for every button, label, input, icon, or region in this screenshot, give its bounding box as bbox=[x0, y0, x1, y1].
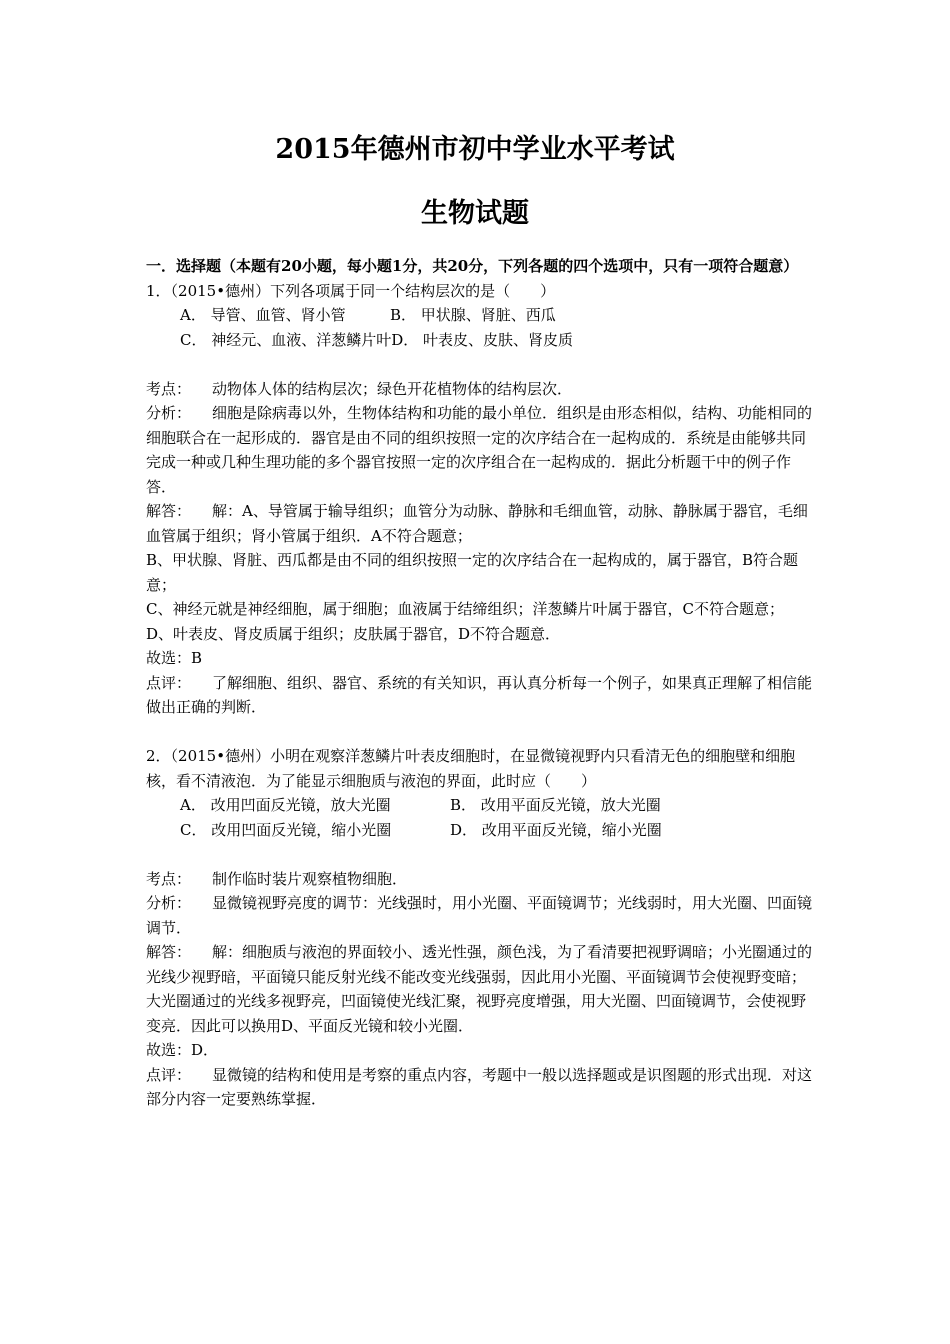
question-2-option-c: C． 改用凹面反光镜，缩小光圈 bbox=[180, 820, 392, 839]
fenxi-label: 分析： bbox=[146, 404, 192, 422]
question-1-dianping bbox=[146, 671, 818, 720]
question-2-fenxi bbox=[146, 891, 818, 940]
question-2-dianping bbox=[146, 1063, 818, 1112]
question-1-jieda-b: B、甲状腺、肾脏、西瓜都是由不同的组织按照一定的次序结合在一起构成的，属于器官，B符合题意； bbox=[146, 551, 799, 594]
question-2-options-cd bbox=[146, 818, 818, 843]
fenxi-text: 细胞是除病毒以外，生物体结构和功能的最小单位．组织是由形态相似，结构、功能相同的细胞联合在一起形成的．器官是由不同的组织按照一定的次序结合在一起构成的．系统是由能够共同完成一种或几种生理功能的多个器官按照一定的次序组合在一起构成的．据此分析题干中的例子作答． bbox=[146, 404, 813, 496]
question-1 bbox=[146, 279, 818, 720]
question-1-answer: 故选：B bbox=[146, 649, 203, 667]
document-body bbox=[146, 254, 818, 1112]
question-1-option-d: D． 叶表皮、皮肤、肾皮质 bbox=[391, 330, 574, 349]
question-2-option-b: B． 改用平面反光镜，放大光圈 bbox=[450, 796, 661, 814]
question-1-option-c: C． 神经元、血液、洋葱鳞片叶 bbox=[180, 330, 392, 349]
fenxi-text: 显微镜视野亮度的调节：光线强时，用小光圈、平面镜调节；光线弱时，用大光圈、凹面镜调节． bbox=[146, 894, 813, 937]
question-1-fenxi bbox=[146, 401, 818, 499]
jieda-text: 解：A、导管属于输导组织；血管分为动脉、静脉和毛细血管，动脉、静脉属于器官，毛细血管属于组织；肾小管属于组织．A不符合题意； bbox=[146, 502, 808, 545]
dianping-label: 点评： bbox=[146, 673, 192, 692]
question-1-jieda-d: D、叶表皮、肾皮质属于组织；皮肤属于器官，D不符合题意． bbox=[146, 624, 561, 643]
kaodian-text: 动物体人体的结构层次；绿色开花植物体的结构层次． bbox=[212, 379, 573, 398]
question-1-option-b: B． 甲状腺、肾脏、西瓜 bbox=[390, 306, 556, 324]
spacer bbox=[146, 720, 818, 745]
fenxi-label: 分析： bbox=[146, 894, 192, 912]
jieda-label: 解答： bbox=[146, 502, 192, 520]
question-1-options-ab bbox=[146, 303, 818, 328]
dianping-label: 点评： bbox=[146, 1065, 192, 1084]
spacer bbox=[146, 842, 818, 867]
question-1-jieda-c: C、神经元就是神经细胞，属于细胞；血液属于结缔组织；洋葱鳞片叶属于器官，C不符合题意； bbox=[146, 600, 784, 618]
kaodian-label: 考点： bbox=[146, 379, 192, 398]
question-2-kaodian bbox=[146, 867, 818, 892]
section-heading: 一．选择题（本题有20小题，每小题1分，共20分，下列各题的四个选项中，只有一项符合题意） bbox=[146, 257, 799, 275]
dianping-text: 显微镜的结构和使用是考察的重点内容，考题中一般以选择题或是识图题的形式出现．对这部分内容一定要熟练掌握． bbox=[146, 1065, 813, 1108]
page-title: 2015年德州市初中学业水平考试 bbox=[275, 134, 675, 165]
kaodian-label: 考点： bbox=[146, 869, 192, 888]
question-2-option-d: D． 改用平面反光镜，缩小光圈 bbox=[450, 820, 662, 839]
question-1-options-cd bbox=[146, 328, 818, 353]
question-1-jieda bbox=[146, 499, 818, 548]
question-2-jieda bbox=[146, 940, 818, 1038]
question-2-option-a: A． 改用凹面反光镜，放大光圈 bbox=[180, 796, 391, 814]
question-2 bbox=[146, 744, 818, 1112]
question-2-options-ab bbox=[146, 793, 818, 818]
question-1-option-a: A． 导管、血管、肾小管 bbox=[180, 306, 346, 324]
question-1-kaodian bbox=[146, 377, 818, 402]
jieda-text: 解：细胞质与液泡的界面较小、透光性强，颜色浅，为了看清要把视野调暗；小光圈通过的光线少视野暗，平面镜只能反射光线不能改变光线强弱，因此用小光圈、平面镜调节会使视野变暗；大光圈通过的光线多视野亮，凹面镜使光线汇聚，视野亮度增强，用大光圈、凹面镜调节，会使视野变亮．因此可以换用D、平面反光镜和较小光圈． bbox=[146, 943, 813, 1035]
question-2-stem: 2．（2015•德州）小明在观察洋葱鳞片叶表皮细胞时，在显微镜视野内只看清无色的细胞壁和细胞核，看不清液泡．为了能显示细胞质与液泡的界面，此时应（ ） bbox=[146, 747, 796, 790]
question-1-stem: 1．（2015•德州）下列各项属于同一个结构层次的是（ ） bbox=[146, 281, 556, 300]
kaodian-text: 制作临时装片观察植物细胞． bbox=[212, 869, 408, 888]
dianping-text: 了解细胞、组织、器官、系统的有关知识，再认真分析每一个例子，如果真正理解了相信能做出正确的判断． bbox=[146, 673, 813, 716]
spacer bbox=[146, 352, 818, 377]
jieda-label: 解答： bbox=[146, 943, 192, 961]
question-2-answer: 故选：D． bbox=[146, 1041, 219, 1059]
page-subtitle: 生物试题 bbox=[421, 198, 529, 229]
